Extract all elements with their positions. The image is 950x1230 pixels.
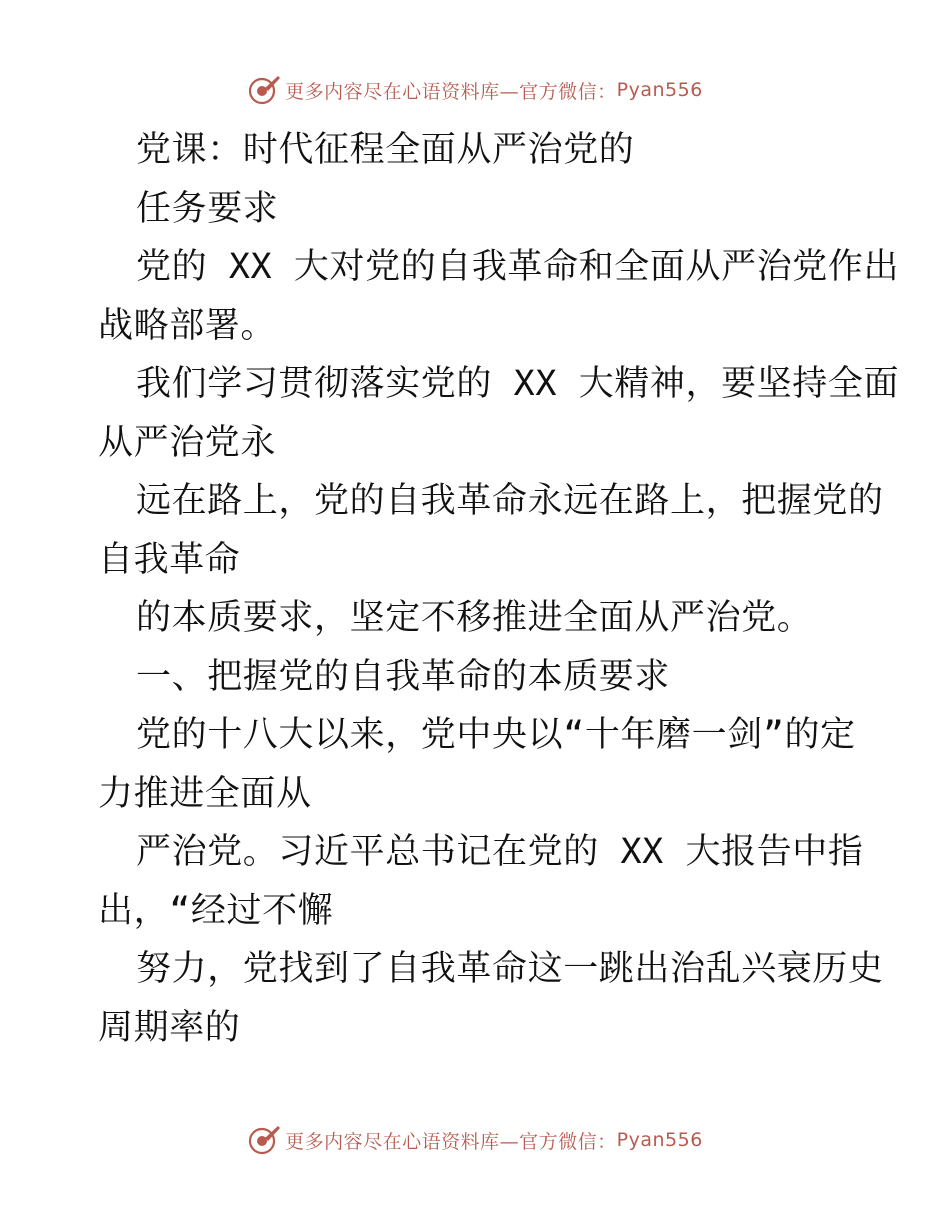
paragraph-line: 自我革命 xyxy=(98,539,241,580)
watermark-text: 更多内容尽在心语资料库—官方微信： xyxy=(285,1130,617,1153)
watermark-footer xyxy=(0,1120,950,1160)
paragraph-line: 党的十八大以来，党中央以“十年磨一剑”的定 xyxy=(136,715,856,755)
title-line-2: 任务要求 xyxy=(136,188,279,229)
title-line-1: 党课：时代征程全面从严治党的 xyxy=(136,130,635,170)
watermark-wechat-id: Pyan556 xyxy=(616,79,703,101)
paragraph-line: 周期率的 xyxy=(98,1007,241,1048)
paragraph-line: 从严治党永 xyxy=(98,422,277,463)
pen-logo-icon xyxy=(247,73,281,107)
watermark-wechat-id: Pyan556 xyxy=(616,1129,703,1151)
paragraph-line: 努力，党找到了自我革命这一跳出治乱兴衰历史 xyxy=(136,949,884,989)
paragraph-line: 力推进全面从 xyxy=(98,773,312,814)
paragraph-line: 党的 XX 大对党的自我革命和全面从严治党作出 xyxy=(136,247,900,287)
section-heading: 一、把握党的自我革命的本质要求 xyxy=(136,656,671,697)
watermark-header xyxy=(0,70,950,110)
paragraph-line: 出，“经过不懈 xyxy=(98,890,334,931)
watermark-text: 更多内容尽在心语资料库—官方微信： xyxy=(285,80,617,103)
paragraph-line: 远在路上，党的自我革命永远在路上，把握党的 xyxy=(136,481,884,521)
paragraph-line: 我们学习贯彻落实党的 XX 大精神，要坚持全面 xyxy=(136,364,900,404)
paragraph-line: 的本质要求，坚定不移推进全面从严治党。 xyxy=(136,598,813,638)
paragraph-line: 战略部署。 xyxy=(98,305,277,346)
document-body xyxy=(98,121,900,1057)
pen-logo-icon xyxy=(247,1123,281,1157)
paragraph-line: 严治党。习近平总书记在党的 XX 大报告中指 xyxy=(136,832,864,872)
